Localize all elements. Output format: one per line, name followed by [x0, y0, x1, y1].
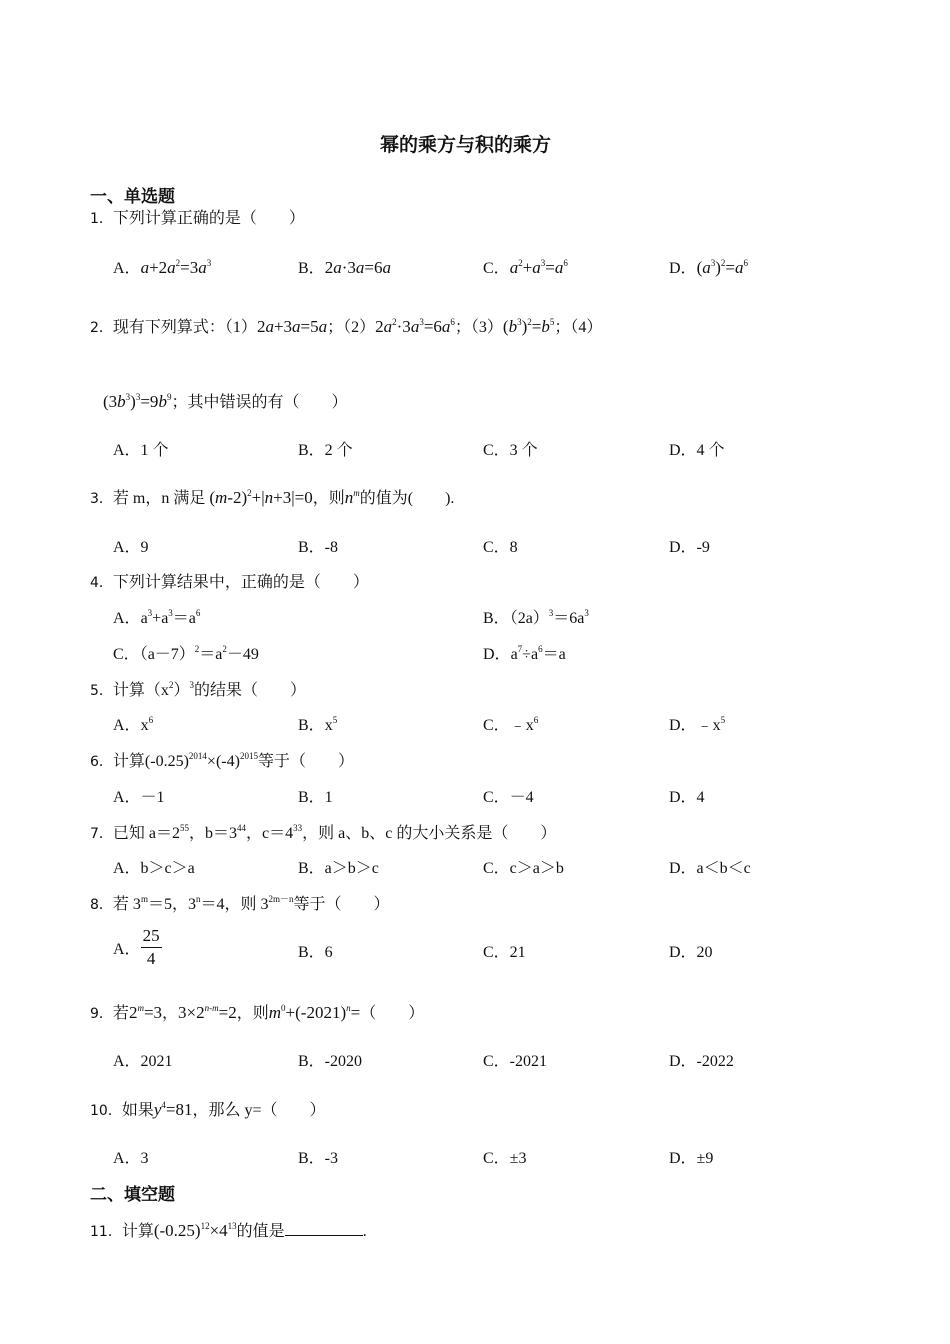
q1-option-a[interactable]: A．$a+2a^2=3a^3$	[113, 258, 212, 277]
q1-option-d[interactable]: D．$(a^3)^2=a^6$	[669, 258, 748, 277]
q4-option-d[interactable]: D．$a^7\div a^6=a$	[483, 644, 566, 663]
q2-option-a[interactable]: A．1 个	[113, 442, 169, 459]
question-1: 1．下列计算正确的是（ ）	[90, 210, 305, 227]
q6-option-d[interactable]: D．4	[669, 789, 705, 806]
q10-option-b[interactable]: B．-3	[298, 1150, 339, 1167]
q5-option-a[interactable]: A．$x^6$	[113, 715, 154, 734]
q9-option-b[interactable]: B．-2020	[298, 1053, 363, 1070]
answer-blank[interactable]	[285, 1221, 363, 1236]
q3-option-d[interactable]: D．-9	[669, 539, 710, 556]
q9-option-a[interactable]: A．2021	[113, 1053, 173, 1070]
question-4: 4．下列计算结果中，正确的是（ ）	[90, 574, 369, 591]
q3-option-a[interactable]: A．9	[113, 539, 149, 556]
q7-option-a[interactable]: A．b＞c＞a	[113, 860, 195, 877]
page-title: 幂的乘方与积的乘方	[380, 134, 552, 156]
question-9: 9．若$2^m=3$，$3\times 2^{n-m}=2$，则$m^0+(-2021)^n=$（ ）	[90, 1003, 425, 1022]
q5-option-c[interactable]: C．$﹣x^6$	[483, 715, 539, 734]
question-2: 2．现有下列算式：（1）2a+3a=5a；$(2)2a^2\cdot 3a^3=6a^6$；$(3)(b^3)^2=b^5$；（4）	[90, 317, 603, 336]
question-5: 5．计算$(x^2)^3$的结果（ ）	[90, 680, 306, 699]
q7-option-b[interactable]: B．a＞b＞c	[298, 860, 379, 877]
q10-option-d[interactable]: D．±9	[669, 1150, 714, 1167]
q2-option-d[interactable]: D．4 个	[669, 442, 725, 459]
section-heading-fill-blank: 二、填空题	[90, 1185, 175, 1205]
q3-option-c[interactable]: C．8	[483, 539, 518, 556]
q4-option-c[interactable]: C．$(a-7)^2=a^2-49$	[113, 644, 259, 663]
q7-option-d[interactable]: D．a＜b＜c	[669, 860, 751, 877]
question-2-continued: $(3b^3)^3=9b^9$；其中错误的有（ ）	[103, 392, 348, 411]
question-6: 6．计算$(-0.25)^{2014}\times(-4)^{2015}$等于（ ）	[90, 751, 354, 770]
q8-option-c[interactable]: C．21	[483, 944, 526, 961]
q5-option-d[interactable]: D．$﹣x^5$	[669, 715, 726, 734]
q2-option-b[interactable]: B．2 个	[298, 442, 353, 459]
q1-option-c[interactable]: C．$a^2+a^3=a^6$	[483, 258, 568, 277]
q7-option-c[interactable]: C．c＞a＞b	[483, 860, 564, 877]
fraction: $\frac{25}{4}$	[142, 926, 160, 968]
q9-option-d[interactable]: D．-2022	[669, 1053, 734, 1070]
question-8: 8．若 $3^m=5$，$3^n=4$，则 $3^{2m-n}$等于（ ）	[90, 894, 390, 913]
q2-option-c[interactable]: C．3 个	[483, 442, 538, 459]
q6-option-b[interactable]: B．1	[298, 789, 333, 806]
q8-option-a[interactable]: A． $\frac{25}{4}$	[113, 926, 160, 968]
question-3: 3．若 m，n 满足 $(m-2)^2+|n+3|=0$，则$n^m$的值为( ).	[90, 488, 455, 507]
q4-option-b[interactable]: B．$(2a)^3=6a^3$	[483, 608, 589, 627]
q6-option-c[interactable]: C．－4	[483, 789, 534, 806]
question-11: 11．计算$(-0.25)^{12}\times 4^{13}$的值是 .	[90, 1221, 367, 1240]
q5-option-b[interactable]: B．$x^5$	[298, 715, 338, 734]
q1-option-b[interactable]: B．2a·3a=6a	[298, 258, 391, 277]
q8-option-b[interactable]: B．6	[298, 944, 333, 961]
q10-option-a[interactable]: A．3	[113, 1150, 149, 1167]
q8-option-d[interactable]: D．20	[669, 944, 713, 961]
q4-option-a[interactable]: A．$a^3+a^3=a^6$	[113, 608, 201, 627]
section-heading-single-choice: 一、单选题	[90, 187, 175, 207]
question-7: 7．已知 $a=2^{55}$，$b=3^{44}$，$c=4^{33}$，则 a、b、c 的大小关系是（ ）	[90, 823, 557, 842]
q3-option-b[interactable]: B．-8	[298, 539, 339, 556]
q9-option-c[interactable]: C．-2021	[483, 1053, 548, 1070]
question-10: 10．如果$y^4=81$，那么 y=（ ）	[90, 1100, 326, 1119]
q10-option-c[interactable]: C．±3	[483, 1150, 527, 1167]
q6-option-a[interactable]: A．－1	[113, 789, 165, 806]
